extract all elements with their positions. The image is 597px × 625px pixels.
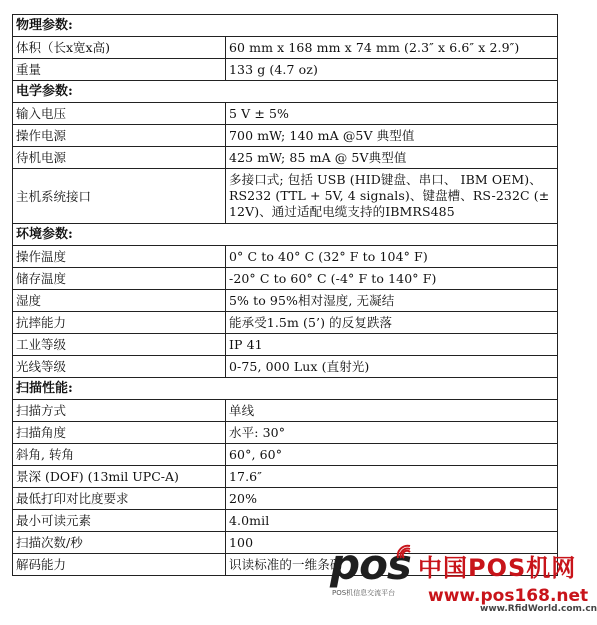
spec-label: 操作温度 [13,246,226,268]
spec-row [13,59,558,81]
spec-row [13,246,558,268]
section-title: 物理参数: [13,15,558,37]
watermark-url-secondary: www.RfidWorld.com.cn [480,604,597,614]
spec-row [13,290,558,312]
spec-label: 体积（长x宽x高) [13,37,226,59]
spec-label: 最低打印对比度要求 [13,488,226,510]
spec-value: 60°, 60° [226,444,558,466]
spec-row [13,400,558,422]
section-header-row [13,378,558,400]
spec-row [13,444,558,466]
spec-label: 待机电源 [13,147,226,169]
spec-value: 水平: 30° [226,422,558,444]
spec-label: 操作电源 [13,125,226,147]
spec-value: 20% [226,488,558,510]
spec-label: 扫描次数/秒 [13,532,226,554]
spec-row [13,488,558,510]
spec-row [13,422,558,444]
spec-value: 133 g (4.7 oz) [226,59,558,81]
spec-label: 解码能力 [13,554,226,576]
spec-label: 景深 (DOF) (13mil UPC-A) [13,466,226,488]
section-header-row [13,224,558,246]
section-title: 电学参数: [13,81,558,103]
watermark-tagline: POS机信息交流平台 [332,589,396,597]
spec-value: 0-75, 000 Lux (直射光) [226,356,558,378]
spec-row [13,147,558,169]
section-header-row [13,81,558,103]
spec-value: 425 mW; 85 mA @ 5V典型值 [226,147,558,169]
spec-label: 最小可读元素 [13,510,226,532]
spec-label: 重量 [13,59,226,81]
spec-row [13,125,558,147]
spec-value: 17.6″ [226,466,558,488]
watermark-url: www.pos168.net [428,586,589,606]
spec-value: 100 [226,532,558,554]
spec-value: 0° C to 40° C (32° F to 104° F) [226,246,558,268]
spec-value: 单线 [226,400,558,422]
spec-value: 700 mW; 140 mA @5V 典型值 [226,125,558,147]
spec-row [13,103,558,125]
spec-value: 60 mm x 168 mm x 74 mm (2.3″ x 6.6″ x 2.9″) [226,37,558,59]
spec-table [12,14,558,576]
watermark [330,540,597,625]
spec-value: 多接口式; 包括 USB (HID键盘、串口、 IBM OEM)、RS232 (TTL + 5V, 4 signals)、键盘槽、RS-232C (± 12V)、通过适配电缆支持的IBMRS485 [226,169,558,224]
spec-row [13,268,558,290]
wireless-icon [396,544,414,562]
spec-label: 输入电压 [13,103,226,125]
spec-row [13,312,558,334]
section-title: 环境参数: [13,224,558,246]
spec-label: 工业等级 [13,334,226,356]
spec-row [13,466,558,488]
spec-label: 扫描角度 [13,422,226,444]
spec-label: 湿度 [13,290,226,312]
spec-row [13,334,558,356]
section-title: 扫描性能: [13,378,558,400]
spec-label: 主机系统接口 [13,169,226,224]
spec-label: 光线等级 [13,356,226,378]
spec-value: 5% to 95%相对湿度, 无凝结 [226,290,558,312]
spec-row [13,510,558,532]
watermark-brand: 中国POS机网 [418,554,577,582]
spec-value: 能承受1.5m (5’) 的反复跌落 [226,312,558,334]
watermark-logo: pos [330,540,411,589]
spec-value: 识读标准的一维条码 [226,554,558,576]
spec-row [13,169,558,224]
spec-label: 斜角, 转角 [13,444,226,466]
spec-value: 4.0mil [226,510,558,532]
spec-label: 扫描方式 [13,400,226,422]
spec-label: 储存温度 [13,268,226,290]
spec-value: -20° C to 60° C (-4° F to 140° F) [226,268,558,290]
section-header-row [13,15,558,37]
spec-label: 抗摔能力 [13,312,226,334]
spec-row [13,37,558,59]
spec-value: 5 V ± 5% [226,103,558,125]
spec-value: IP 41 [226,334,558,356]
spec-row [13,356,558,378]
